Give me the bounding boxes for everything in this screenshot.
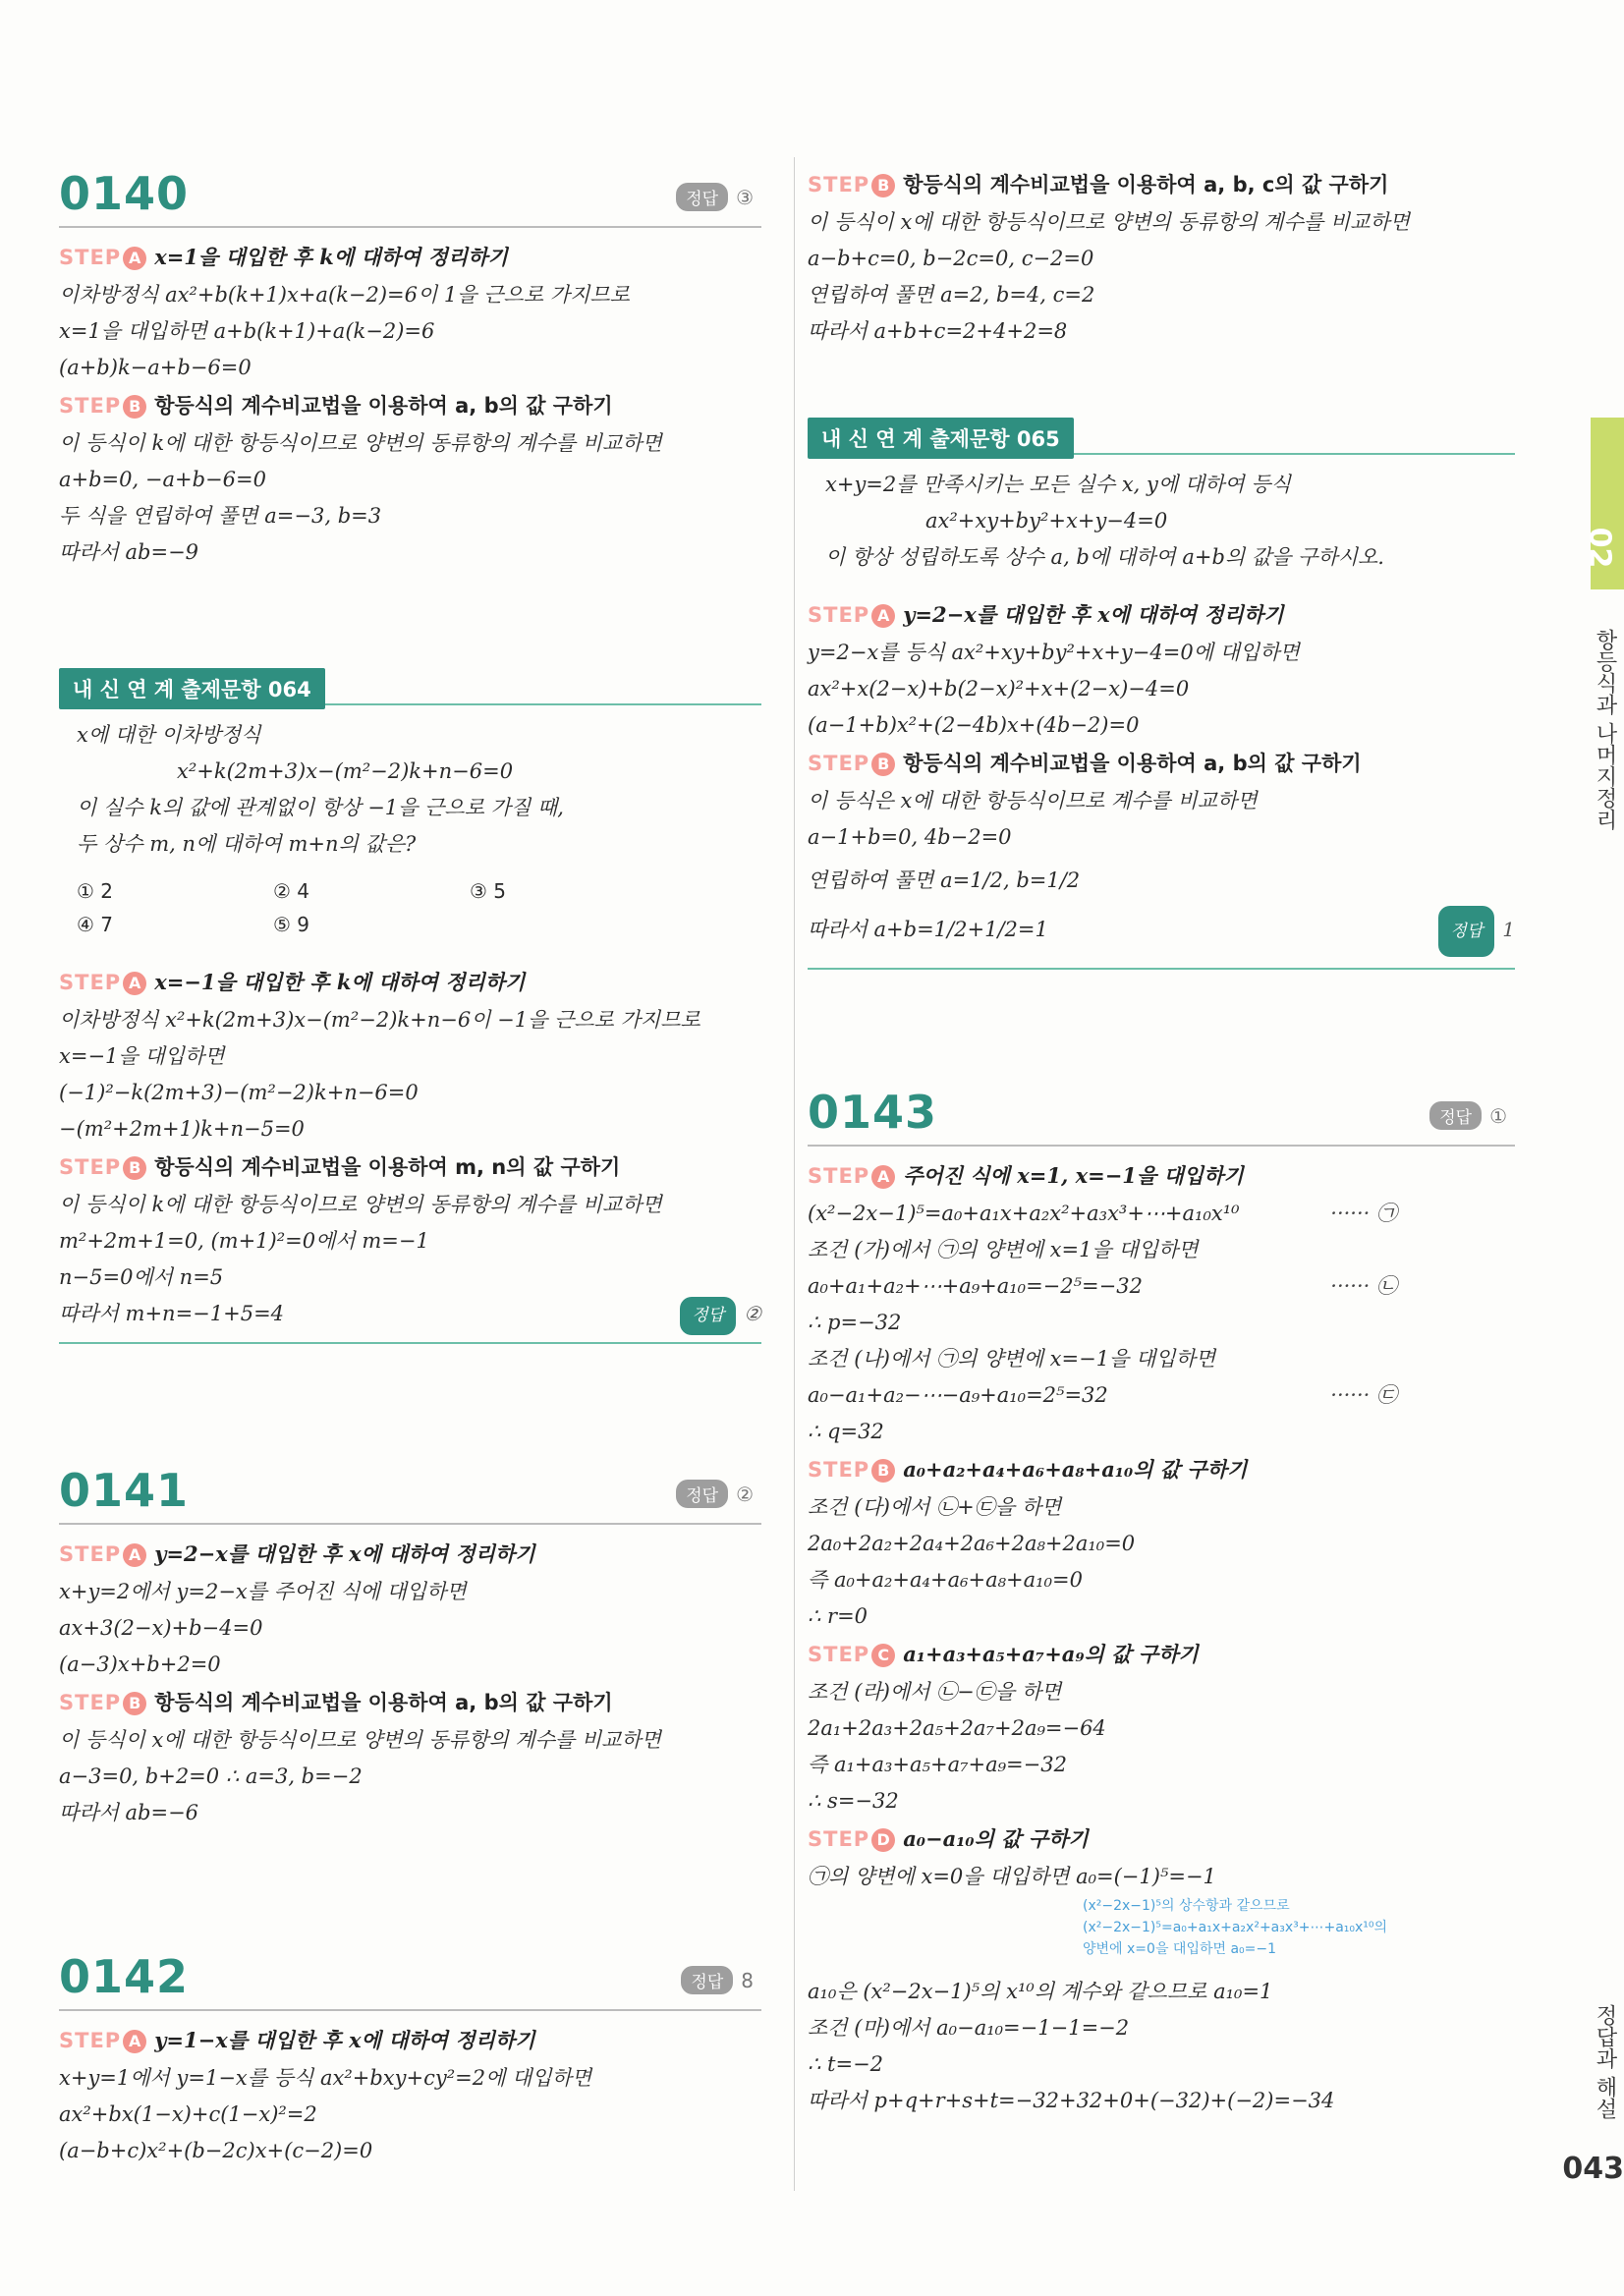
answer-box: [681, 1966, 754, 1994]
answer-label: 정답: [680, 1297, 736, 1335]
choice: ② 4: [273, 879, 310, 903]
text-line: −(m²+2m+1)k+n−5=0: [59, 1117, 305, 1141]
text-line: 조건 (다)에서 ㉡+㉢을 하면: [808, 1495, 1062, 1519]
problem-number: 0142: [59, 1950, 190, 2003]
annotation-note: 양변에 x=0을 대입하면 a₀=−1: [1083, 1941, 1277, 1957]
step-b-heading: STEP B 항등식의 계수비교법을 이용하여 a, b의 값 구하기: [59, 394, 613, 418]
text-line: a−3=0, b+2=0 ∴ a=3, b=−2: [59, 1764, 363, 1788]
text-line: ∴ r=0: [808, 1604, 868, 1628]
text-line: a₀−a₁+a₂−⋯−a₉+a₁₀=2⁵=32 ······ ㉢: [808, 1377, 1515, 1414]
text-line: 이차방정식 x²+k(2m+3)x−(m²−2)k+n−6이 −1을 근으로 가지므로: [59, 1008, 700, 1032]
answer-label: 정답: [1429, 1101, 1482, 1130]
problem-0143: [808, 1086, 1515, 2119]
problem-0142: [59, 1950, 761, 2169]
text-line: 따라서 p+q+r+s+t=−32+32+0+(−32)+(−2)=−34: [808, 2089, 1335, 2112]
step-b-heading: STEP B 항등식의 계수비교법을 이용하여 m, n의 값 구하기: [59, 1155, 621, 1179]
step-b-heading: STEP B 항등식의 계수비교법을 이용하여 a, b의 값 구하기: [59, 1691, 613, 1714]
divider: [59, 2009, 761, 2011]
text-line: ㉠의 양변에 x=0을 대입하면 a₀=(−1)⁵=−1: [808, 1865, 1216, 1888]
text-line: 이차방정식 ax²+b(k+1)x+a(k−2)=6이 1을 근으로 가지므로: [59, 283, 630, 307]
question-equation: x²+k(2m+3)x−(m²−2)k+n−6=0: [177, 759, 514, 783]
equation-mark: ······ ㉡: [1330, 1274, 1397, 1298]
text-line: a₁₀은 (x²−2x−1)⁵의 x¹⁰의 계수와 같으므로 a₁₀=1: [808, 1980, 1273, 2003]
column-divider: [794, 157, 795, 2191]
divider: [59, 1523, 761, 1525]
text-line: 즉 a₁+a₃+a₅+a₇+a₉=−32: [808, 1753, 1067, 1776]
link-rule: [325, 703, 761, 705]
step-b-heading: STEP B a₀+a₂+a₄+a₆+a₈+a₁₀의 값 구하기: [808, 1457, 1248, 1482]
step-a-heading: STEP A x=1을 대입한 후 k에 대하여 정리하기: [59, 245, 508, 269]
text-line: 조건 (마)에서 a₀−a₁₀=−1−1=−2: [808, 2016, 1130, 2040]
text-line: 2a₀+2a₂+2a₄+2a₆+2a₈+2a₁₀=0: [808, 1532, 1136, 1555]
text-line: 연립하여 풀면 a=1/2, b=1/2: [808, 868, 1081, 892]
answer-label: 정답: [676, 1480, 728, 1508]
text-line: ∴ s=−32: [808, 1789, 899, 1813]
chapter-title: 항등식과 나머지정리: [1593, 629, 1617, 830]
link-header: [808, 418, 1515, 459]
conclusion: 따라서 a+b=1/2+1/2=1: [808, 918, 1048, 941]
chapter-number: 02: [1582, 527, 1617, 569]
answer-value: ②: [736, 1483, 754, 1506]
problem-0140: [59, 167, 761, 571]
text-line: (a−1+b)x²+(2−4b)x+(4b−2)=0: [808, 713, 1140, 737]
text-line: (a+b)k−a+b−6=0: [59, 356, 252, 379]
text-line: ax²+x(2−x)+b(2−x)²+x+(2−x)−4=0: [808, 677, 1190, 700]
question-equation: ax²+xy+by²+x+y−4=0: [925, 509, 1168, 532]
text-line: ∴ t=−2: [808, 2052, 884, 2076]
step-b-heading: STEP B 항등식의 계수비교법을 이용하여 a, b, c의 값 구하기: [808, 173, 1389, 196]
text-line: ∴ q=32: [808, 1420, 884, 1443]
question-text: x에 대한 이차방정식: [77, 723, 261, 747]
text-line: m²+2m+1=0, (m+1)²=0에서 m=−1: [59, 1229, 429, 1253]
text-line: 두 식을 연립하여 풀면 a=−3, b=3: [59, 504, 382, 528]
answer-label: 정답: [1438, 906, 1494, 957]
text-line: 이 등식이 x에 대한 항등식이므로 양변의 동류항의 계수를 비교하면: [59, 1728, 661, 1752]
text-line: n−5=0에서 n=5: [59, 1265, 224, 1289]
problem-number: 0143: [808, 1086, 938, 1139]
divider: [808, 968, 1515, 970]
divider: [59, 1342, 761, 1344]
text-line: [59, 1296, 761, 1332]
text-line: 2a₁+2a₃+2a₅+2a₇+2a₉=−64: [808, 1716, 1106, 1740]
text-line: x=1을 대입하면 a+b(k+1)+a(k−2)=6: [59, 319, 435, 343]
text-line: 연립하여 풀면 a=2, b=4, c=2: [808, 283, 1095, 307]
link-label: 내 신 연 계 출제문항 065: [808, 418, 1074, 459]
text-line: 따라서 ab=−9: [59, 540, 199, 564]
answer-value: 8: [741, 1969, 754, 1992]
question-text: 이 실수 k의 값에 관계없이 항상 −1을 근으로 가질 때,: [77, 796, 564, 819]
choice: ③ 5: [470, 879, 507, 903]
link-header: [59, 668, 761, 709]
answer-label: 정답: [681, 1966, 733, 1994]
step-d-heading: STEP D a₀−a₁₀의 값 구하기: [808, 1826, 1089, 1851]
problem-0142-continued: [808, 165, 1515, 350]
text-line: [808, 905, 1515, 954]
step-a-heading: STEP A y=2−x를 대입한 후 x에 대하여 정리하기: [59, 1541, 535, 1566]
choice: ④ 7: [77, 913, 114, 936]
problem-number: 0140: [59, 167, 190, 220]
answer-box: [680, 1296, 761, 1335]
text-line: 이 등식이 k에 대한 항등식이므로 양변의 동류항의 계수를 비교하면: [59, 1193, 662, 1216]
text-line: a−1+b=0, 4b−2=0: [808, 825, 1012, 849]
answer-box: [1438, 905, 1515, 957]
question-text: 두 상수 m, n에 대하여 m+n의 값은?: [77, 832, 417, 856]
text-line: a₀+a₁+a₂+⋯+a₉+a₁₀=−2⁵=−32 ······ ㉡: [808, 1268, 1515, 1305]
question-text: 이 항상 성립하도록 상수 a, b에 대하여 a+b의 값을 구하시오.: [825, 545, 1384, 569]
answer-box: [676, 1480, 754, 1508]
answer-value: 1: [1502, 918, 1515, 941]
equation-mark: ······ ㉠: [1330, 1202, 1397, 1225]
step-a-heading: STEP A y=2−x를 대입한 후 x에 대하여 정리하기: [808, 602, 1284, 627]
answer-value: ③: [736, 186, 754, 209]
answer-box: [1429, 1101, 1507, 1130]
step-a-heading: STEP A y=1−x를 대입한 후 x에 대하여 정리하기: [59, 2028, 535, 2052]
page-number: 043: [1562, 2152, 1624, 2186]
text-line: 조건 (나)에서 ㉠의 양변에 x=−1을 대입하면: [808, 1347, 1216, 1371]
text-line: ax+3(2−x)+b−4=0: [59, 1616, 263, 1640]
text-line: ∴ p=−32: [808, 1311, 902, 1334]
annotation-note: (x²−2x−1)⁵의 상수항과 같으므로: [1083, 1898, 1290, 1914]
divider: [59, 226, 761, 228]
text-line: (x²−2x−1)⁵=a₀+a₁x+a₂x²+a₃x³+⋯+a₁₀x¹⁰ ······ ㉠: [808, 1196, 1515, 1232]
divider: [808, 1145, 1515, 1147]
text-line: (a−3)x+b+2=0: [59, 1652, 221, 1676]
problem-0141: [59, 1464, 761, 1831]
link-label: 내 신 연 계 출제문항 064: [59, 668, 325, 709]
answer-box: [676, 183, 754, 211]
text-line: x+y=1에서 y=1−x를 등식 ax²+bxy+cy²=2에 대입하면: [59, 2066, 592, 2090]
text-line: 이 등식이 x에 대한 항등식이므로 양변의 동류항의 계수를 비교하면: [808, 210, 1410, 234]
text-line: x+y=2에서 y=2−x를 주어진 식에 대입하면: [59, 1580, 467, 1603]
step-c-heading: STEP C a₁+a₃+a₅+a₇+a₉의 값 구하기: [808, 1642, 1199, 1666]
text-line: x=−1을 대입하면: [59, 1044, 225, 1068]
text-line: ax²+bx(1−x)+c(1−x)²=2: [59, 2102, 317, 2126]
section-title: 정답과 해설: [1593, 2004, 1617, 2119]
linked-problem-064: [59, 668, 761, 1344]
step-b-heading: STEP B 항등식의 계수비교법을 이용하여 a, b의 값 구하기: [808, 752, 1362, 775]
choices: [59, 874, 761, 941]
text-line: (−1)²−k(2m+3)−(m²−2)k+n−6=0: [59, 1081, 419, 1104]
answer-value: ①: [1489, 1104, 1507, 1128]
text-line: 따라서 ab=−6: [59, 1801, 199, 1824]
choice: ⑤ 9: [273, 913, 310, 936]
linked-problem-065: [808, 418, 1515, 970]
text-line: 조건 (가)에서 ㉠의 양변에 x=1을 대입하면: [808, 1238, 1199, 1261]
link-rule: [1074, 453, 1515, 455]
text-line: 이 등식이 k에 대한 항등식이므로 양변의 동류항의 계수를 비교하면: [59, 431, 662, 455]
annotation-note: (x²−2x−1)⁵=a₀+a₁x+a₂x²+a₃x³+⋯+a₁₀x¹⁰의: [1083, 1920, 1388, 1935]
text-line: (a−b+c)x²+(b−2c)x+(c−2)=0: [59, 2139, 373, 2162]
answer-label: 정답: [676, 183, 728, 211]
conclusion: 따라서 m+n=−1+5=4: [59, 1302, 285, 1325]
question-text: x+y=2를 만족시키는 모든 실수 x, y에 대하여 등식: [825, 473, 1291, 496]
text-line: a+b=0, −a+b−6=0: [59, 468, 266, 491]
problem-number: 0141: [59, 1464, 190, 1517]
answer-value: ②: [744, 1302, 761, 1325]
text-line: 이 등식은 x에 대한 항등식이므로 계수를 비교하면: [808, 789, 1258, 812]
equation-mark: ······ ㉢: [1330, 1383, 1397, 1407]
step-a-heading: STEP A 주어진 식에 x=1, x=−1을 대입하기: [808, 1163, 1244, 1188]
text-line: a−b+c=0, b−2c=0, c−2=0: [808, 247, 1094, 270]
step-a-heading: STEP A x=−1을 대입한 후 k에 대하여 정리하기: [59, 970, 526, 994]
text-line: 따라서 a+b+c=2+4+2=8: [808, 319, 1068, 343]
choice: ① 2: [77, 879, 114, 903]
text-line: 조건 (라)에서 ㉡−㉢을 하면: [808, 1680, 1062, 1704]
text-line: 즉 a₀+a₂+a₄+a₆+a₈+a₁₀=0: [808, 1568, 1083, 1592]
text-line: y=2−x를 등식 ax²+xy+by²+x+y−4=0에 대입하면: [808, 641, 1300, 664]
